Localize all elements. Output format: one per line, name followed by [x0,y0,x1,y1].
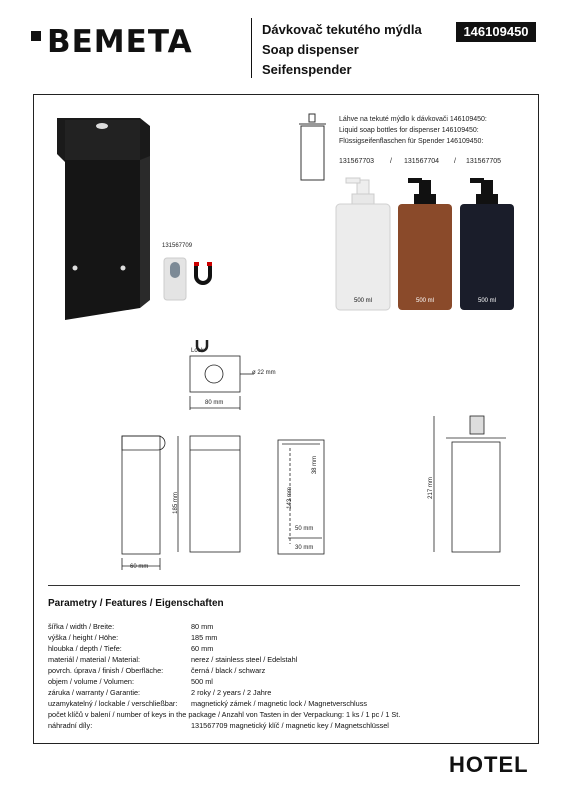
bottle-code-2: 131567704 [404,158,440,165]
code-separator: / [454,158,456,165]
bottle-amber [394,176,456,312]
header-divider [251,18,252,78]
technical-drawing [100,330,540,580]
dim-143: 143 mm [286,487,293,509]
key-code: 131567709 [162,243,193,249]
bottle-frosted [332,176,394,312]
params-title: Parametry / Features / Eigenschaften [48,598,224,609]
width-dimension: 80 mm [205,400,224,406]
bottle-navy [456,176,518,312]
bottle-volume-label: 500 ml [415,298,434,304]
depth-dimension: 60 mm [130,564,149,570]
height-dimension: 185 mm [172,492,179,514]
dispenser-photo [45,110,165,330]
bottles-text-en: Liquid soap bottles for dispenser 146109450: [339,127,479,134]
bottles-text-cz: Láhve na tekuté mýdlo k dávkovači 146109450: [339,116,487,123]
code-separator: / [390,158,392,165]
category-label: HOTEL [449,752,529,777]
hole-dimension: ø 22 mm [252,370,276,376]
magnetic-key-icon [160,254,220,304]
bottle-outline-drawing [298,112,328,184]
bottle-volume-label: 500 ml [353,298,372,304]
dim-217: 217 mm [427,477,434,499]
dim-30: 30 mm [295,545,314,551]
product-code-badge: 146109450 [456,22,536,42]
logo-square-icon [31,31,41,41]
title-de: Seifenspender [262,62,352,77]
bottle-code-3: 131567705 [466,158,502,165]
section-divider [48,585,520,586]
dim-50: 50 mm [295,526,314,532]
title-en: Soap dispenser [262,42,359,57]
bottles-text-de: Flüssigseifenflaschen für Spender 146109450: [339,138,484,145]
lock-label: Lock [191,348,204,354]
dim-38: 38 mm [312,455,319,475]
bottle-code-1: 131567703 [339,158,375,165]
title-cz: Dávkovač tekutého mýdla [262,22,422,37]
brand-logo: BEMETA [33,24,193,60]
bottle-volume-label: 500 ml [477,298,496,304]
